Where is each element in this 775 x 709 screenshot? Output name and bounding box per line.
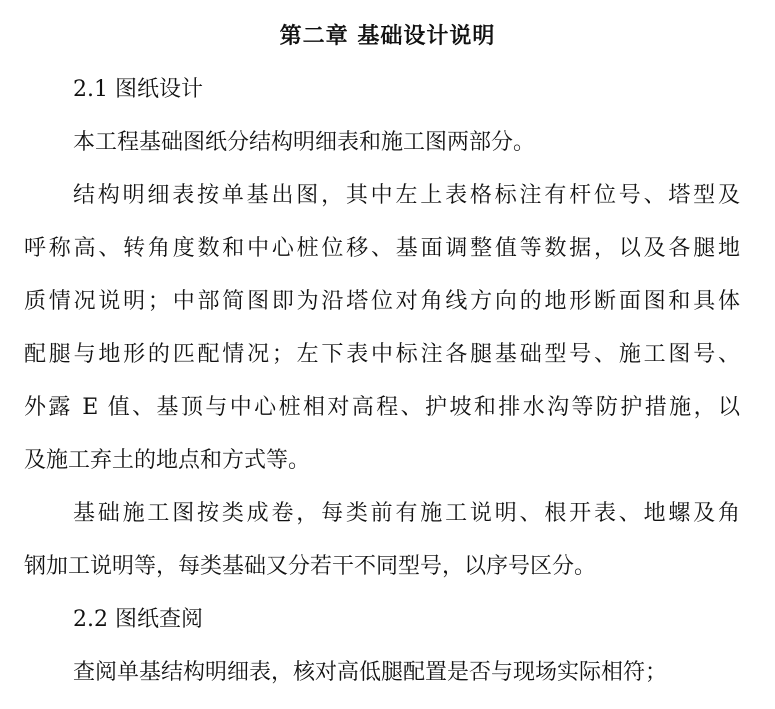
paragraph-line: 钢加工说明等，每类基础又分若干不同型号，以序号区分。 xyxy=(24,554,597,579)
paragraph-line: 及施工弃土的地点和方式等。 xyxy=(24,448,311,473)
paragraph-line: 呼称高、转角度数和中心桩位移、基面调整值等数据，以及各腿地 xyxy=(24,236,740,261)
chapter-title: 第二章 基础设计说明 xyxy=(279,23,496,49)
paragraph-line: 基础施工图按类成卷，每类前有施工说明、根开表、地螺及角 xyxy=(73,501,740,526)
paragraph-line: 质情况说明；中部简图即为沿塔位对角线方向的地形断面图和具体 xyxy=(24,289,740,314)
paragraph-line: 查阅单基结构明细表，核对高低腿配置是否与现场实际相符； xyxy=(73,660,668,685)
paragraph-line: 外露 E 值、基顶与中心桩相对高程、护坡和排水沟等防护措施，以 xyxy=(24,395,740,420)
paragraph-line: 配腿与地形的匹配情况；左下表中标注各腿基础型号、施工图号、 xyxy=(24,342,740,367)
section-2-1-heading: 2.1 图纸设计 xyxy=(73,77,203,102)
section-2-2-heading: 2.2 图纸查阅 xyxy=(73,607,203,632)
paragraph-line: 结构明细表按单基出图，其中左上表格标注有杆位号、塔型及 xyxy=(73,183,740,208)
paragraph-line: 本工程基础图纸分结构明细表和施工图两部分。 xyxy=(73,130,536,155)
